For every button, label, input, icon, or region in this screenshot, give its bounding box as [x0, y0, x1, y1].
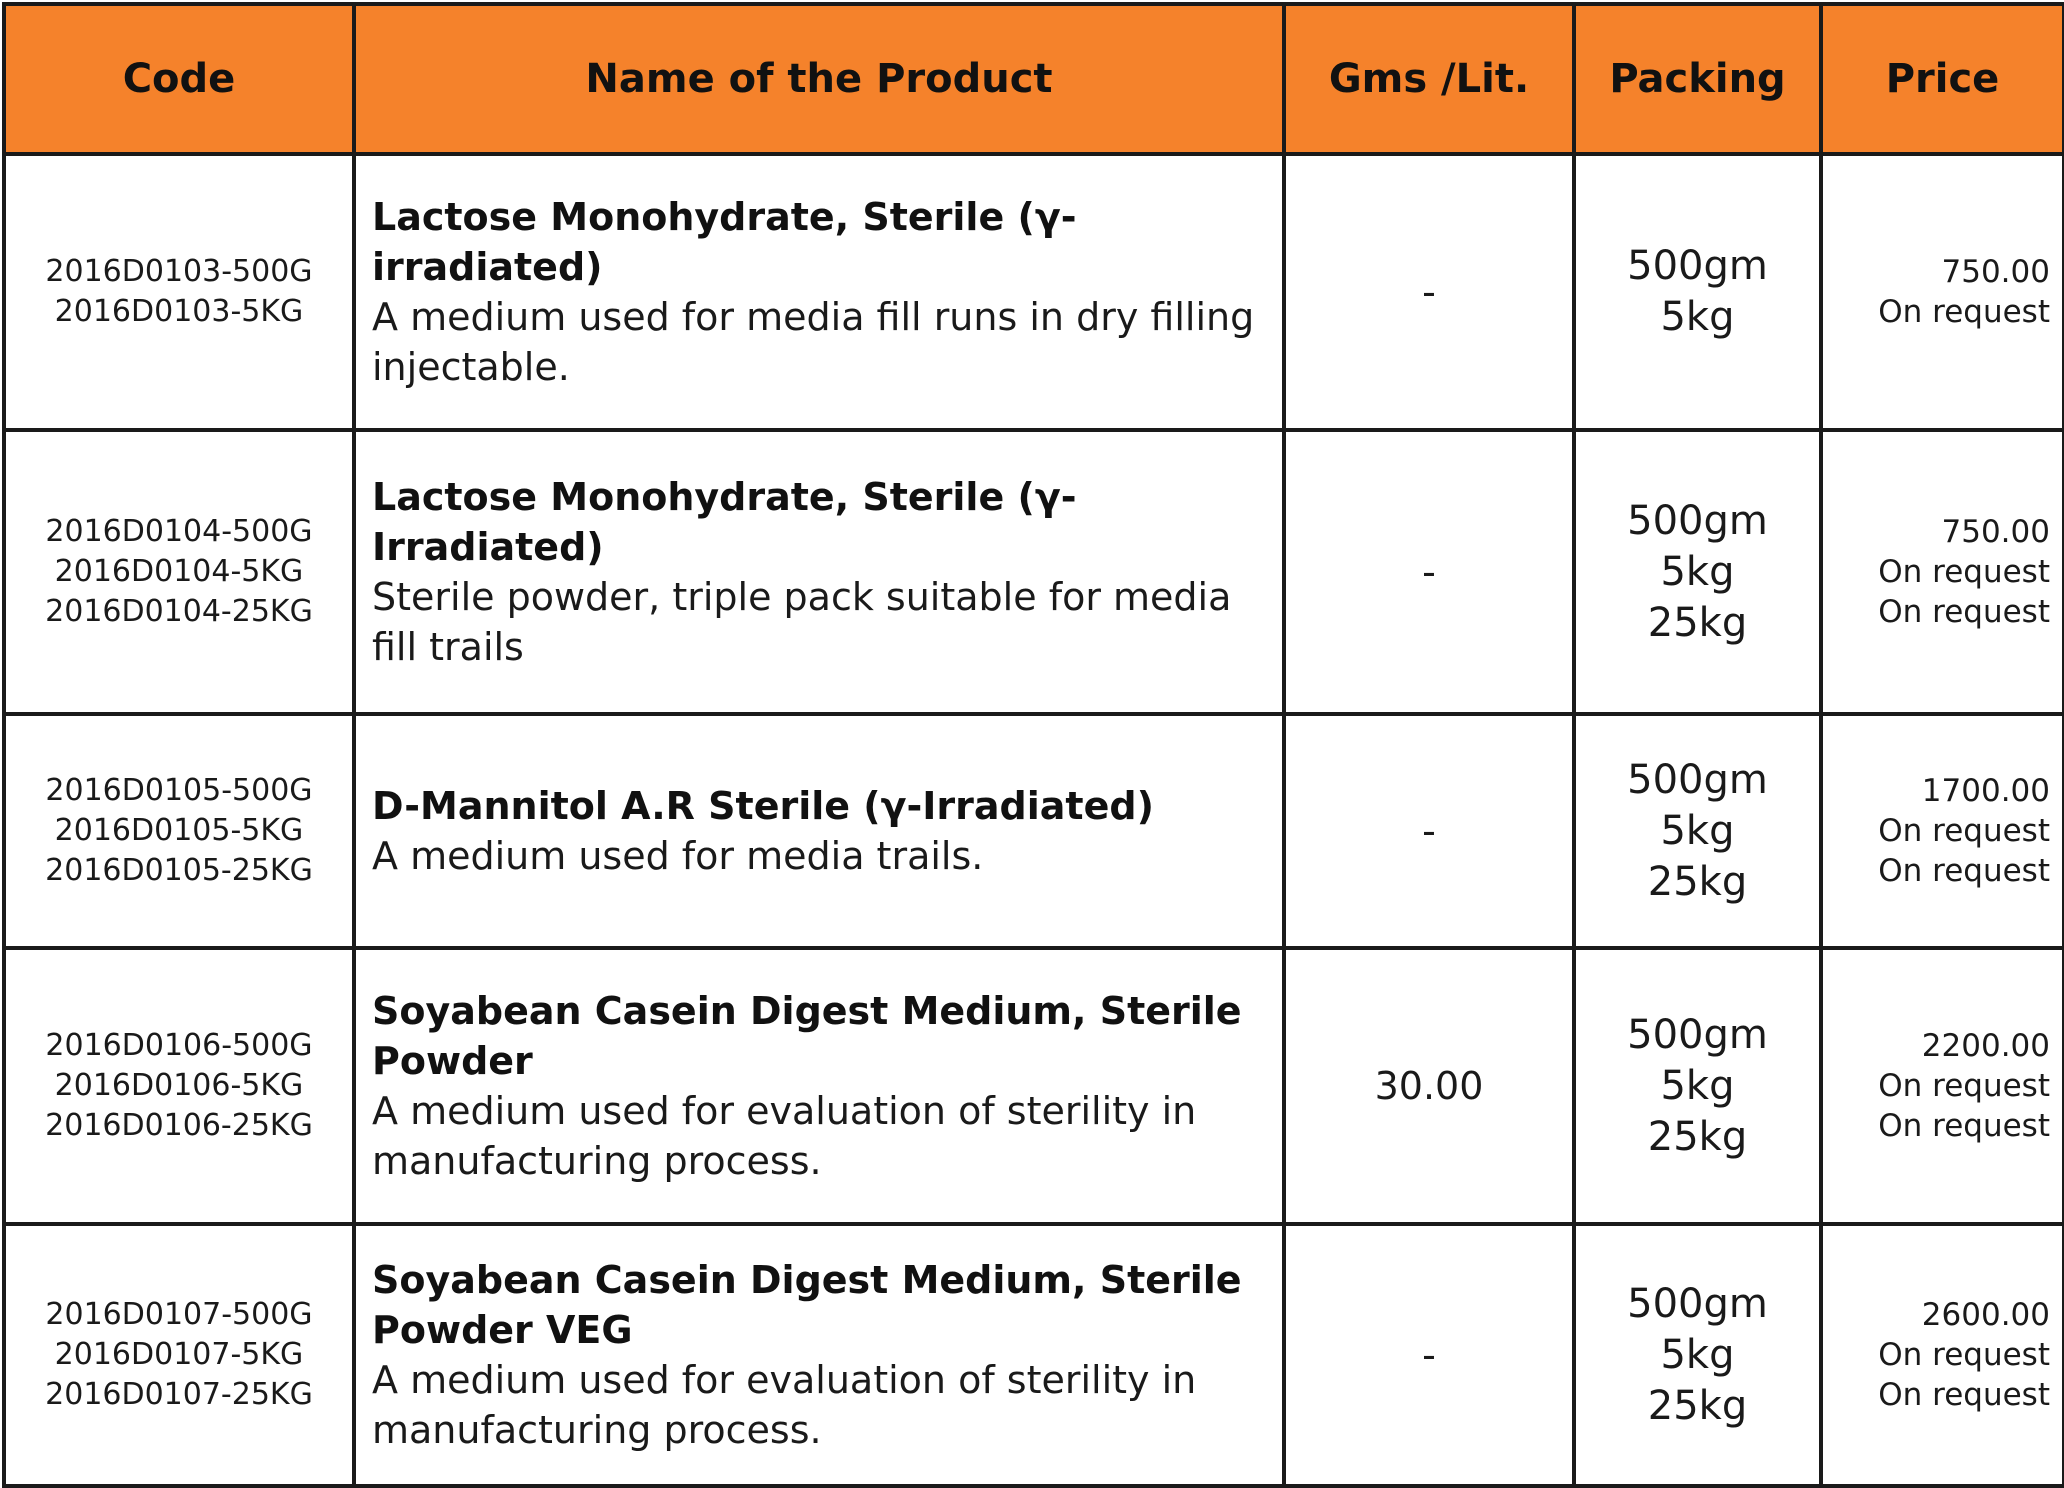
price-value: 1700.00 — [1921, 773, 2050, 809]
packing-size: 5kg — [1660, 1331, 1735, 1378]
gms-cell: - — [1284, 154, 1574, 430]
packing-cell — [1574, 714, 1821, 948]
product-name: Lactose Monohydrate, Sterile (γ-Irradiated) — [372, 475, 1077, 569]
packing-cell — [1574, 154, 1821, 430]
name-cell — [354, 154, 1284, 430]
price-value: On request — [1878, 594, 2050, 630]
header-gms: Gms /Lit. — [1284, 4, 1574, 154]
product-description: A medium used for evaluation of sterility in manufacturing process. — [372, 1358, 1197, 1452]
name-cell — [354, 948, 1284, 1224]
table-row — [4, 430, 2064, 714]
product-code: 2016D0107-25KG — [45, 1377, 313, 1412]
product-description: A medium used for media trails. — [372, 834, 984, 878]
header-packing: Packing — [1574, 4, 1821, 154]
product-name: Soyabean Casein Digest Medium, Sterile Powder — [372, 989, 1242, 1083]
packing-size: 500gm — [1627, 243, 1768, 289]
header-name: Name of the Product — [354, 4, 1284, 154]
code-cell — [4, 948, 354, 1224]
product-code: 2016D0103-500G — [45, 254, 313, 289]
packing-size: 500gm — [1627, 1280, 1768, 1327]
header-code: Code — [4, 4, 354, 154]
packing-size: 5kg — [1660, 807, 1735, 854]
packing-size: 25kg — [1647, 1113, 1748, 1160]
packing-size: 5kg — [1660, 548, 1735, 595]
gms-cell: - — [1284, 430, 1574, 714]
price-value: On request — [1878, 1068, 2050, 1104]
name-cell — [354, 714, 1284, 948]
price-value: 750.00 — [1941, 514, 2050, 550]
product-code: 2016D0105-500G — [45, 773, 313, 808]
price-value: On request — [1878, 554, 2050, 590]
gms-cell: 30.00 — [1284, 948, 1574, 1224]
code-cell — [4, 154, 354, 430]
price-cell — [1821, 154, 2064, 430]
product-code: 2016D0107-5KG — [54, 1337, 304, 1372]
table-row — [4, 714, 2064, 948]
code-cell — [4, 430, 354, 714]
name-cell — [354, 430, 1284, 714]
packing-cell — [1574, 430, 1821, 714]
product-name: Soyabean Casein Digest Medium, Sterile Powder VEG — [372, 1258, 1242, 1352]
packing-size: 500gm — [1627, 756, 1768, 803]
price-cell — [1821, 1224, 2064, 1486]
product-code: 2016D0105-25KG — [45, 853, 313, 888]
price-cell — [1821, 714, 2064, 948]
table-row — [4, 948, 2064, 1224]
price-value: 2200.00 — [1921, 1028, 2050, 1064]
product-code: 2016D0106-500G — [45, 1028, 313, 1063]
product-code: 2016D0105-5KG — [54, 813, 304, 848]
packing-size: 25kg — [1647, 858, 1748, 905]
table-row — [4, 154, 2064, 430]
product-code: 2016D0107-500G — [45, 1297, 313, 1332]
packing-size: 500gm — [1627, 1011, 1768, 1058]
code-cell — [4, 714, 354, 948]
price-cell — [1821, 948, 2064, 1224]
packing-size: 25kg — [1647, 1382, 1748, 1429]
product-code: 2016D0106-25KG — [45, 1108, 313, 1143]
product-code: 2016D0103-5KG — [54, 294, 304, 329]
product-description: A medium used for media fill runs in dry filling injectable. — [372, 295, 1255, 389]
packing-size: 5kg — [1660, 1062, 1735, 1109]
price-value: 2600.00 — [1921, 1297, 2050, 1333]
packing-cell — [1574, 948, 1821, 1224]
product-name: Lactose Monohydrate, Sterile (γ-irradiated) — [372, 195, 1077, 289]
code-cell — [4, 1224, 354, 1486]
price-value: On request — [1878, 1108, 2050, 1144]
packing-size: 25kg — [1647, 599, 1748, 646]
gms-cell: - — [1284, 714, 1574, 948]
product-code: 2016D0104-500G — [45, 514, 313, 549]
packing-size: 5kg — [1660, 294, 1735, 340]
product-table — [2, 2, 2064, 1488]
price-value: 750.00 — [1941, 254, 2050, 290]
product-code: 2016D0104-5KG — [54, 554, 304, 589]
header-price: Price — [1821, 4, 2064, 154]
product-code: 2016D0106-5KG — [54, 1068, 304, 1103]
price-value: On request — [1878, 1337, 2050, 1373]
price-cell — [1821, 430, 2064, 714]
gms-cell: - — [1284, 1224, 1574, 1486]
product-description: Sterile powder, triple pack suitable for media fill trails — [372, 575, 1232, 669]
header-row — [4, 4, 2064, 154]
name-cell — [354, 1224, 1284, 1486]
price-value: On request — [1878, 294, 2050, 330]
product-description: A medium used for evaluation of sterility in manufacturing process. — [372, 1089, 1197, 1183]
product-name: D-Mannitol A.R Sterile (γ-Irradiated) — [372, 784, 1154, 828]
product-code: 2016D0104-25KG — [45, 594, 313, 629]
packing-size: 500gm — [1627, 497, 1768, 544]
price-value: On request — [1878, 813, 2050, 849]
table-row — [4, 1224, 2064, 1486]
packing-cell — [1574, 1224, 1821, 1486]
price-value: On request — [1878, 1377, 2050, 1413]
price-value: On request — [1878, 853, 2050, 889]
